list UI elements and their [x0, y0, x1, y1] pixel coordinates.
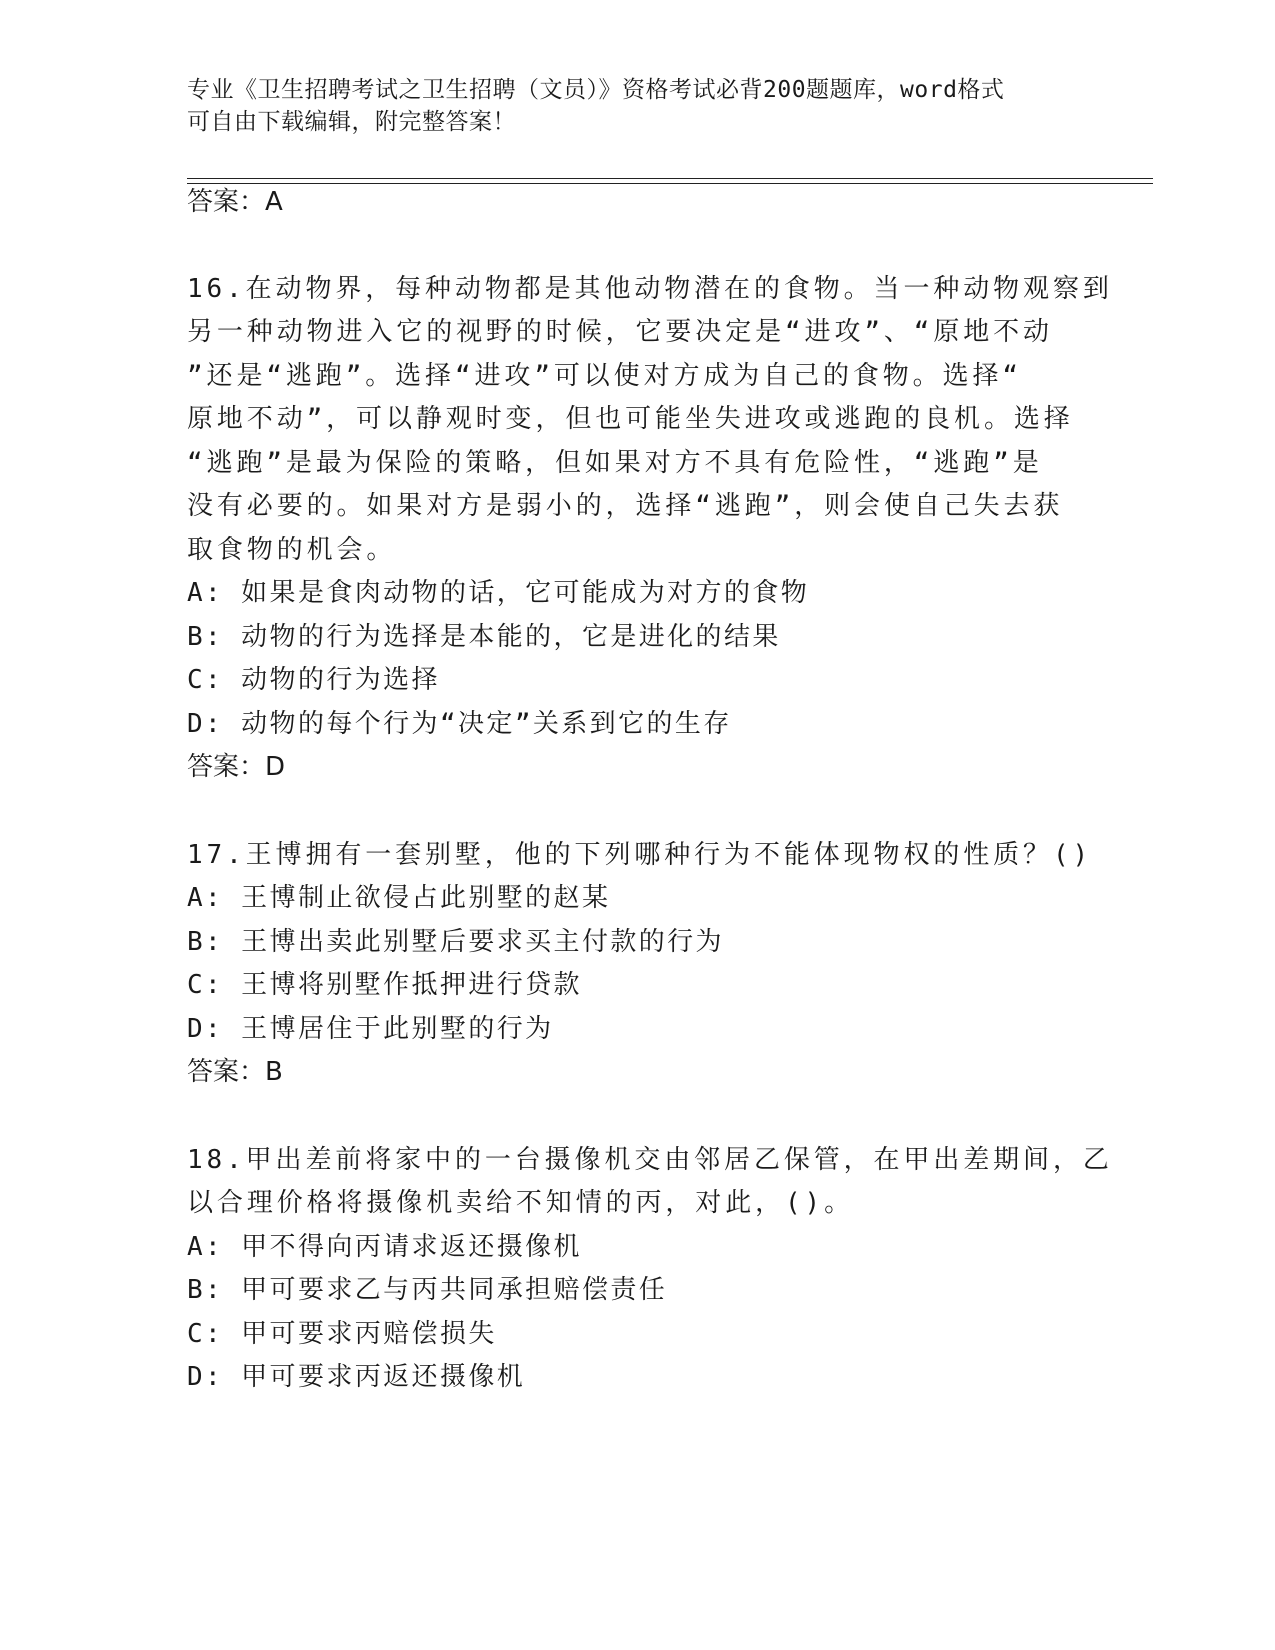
previous-answer: 答案：A [187, 187, 283, 217]
question-18-option-d: D: 甲可要求丙返还摄像机 [187, 1362, 526, 1392]
question-16-answer: 答案：D [187, 752, 286, 782]
question-16-text-line: ”还是“逃跑”。选择“进攻”可以使对方成为自己的食物。选择“ [187, 361, 1022, 391]
question-16-text-line: 另一种动物进入它的视野的时候，它要决定是“进攻”、“原地不动 [187, 317, 1053, 347]
question-16-text-line: 16.在动物界，每种动物都是其他动物潜在的食物。当一种动物观察到 [187, 274, 1113, 304]
question-18-option-b: B: 甲可要求乙与丙共同承担赔偿责任 [187, 1275, 668, 1305]
question-18-text-line: 18.甲出差前将家中的一台摄像机交由邻居乙保管，在甲出差期间，乙 [187, 1145, 1113, 1175]
header-rule-thick [187, 178, 1153, 179]
question-17-option-c: C: 王博将别墅作抵押进行贷款 [187, 970, 582, 1000]
question-18-option-c: C: 甲可要求丙赔偿损失 [187, 1319, 497, 1349]
question-16-option-d: D: 动物的每个行为“决定”关系到它的生存 [187, 709, 732, 739]
question-16-option-b: B: 动物的行为选择是本能的，它是进化的结果 [187, 622, 781, 652]
question-16-text-line: 没有必要的。如果对方是弱小的，选择“逃跑”，则会使自己失去获 [187, 491, 1064, 521]
header-line-1: 专业《卫生招聘考试之卫生招聘（文员）》资格考试必背200题题库，word格式 [187, 77, 1005, 103]
question-16-text-line: 取食物的机会。 [187, 535, 397, 565]
question-17-option-b: B: 王博出卖此别墅后要求买主付款的行为 [187, 927, 724, 957]
question-16-option-c: C: 动物的行为选择 [187, 665, 440, 695]
question-17-text-line: 17.王博拥有一套别墅，他的下列哪种行为不能体现物权的性质？() [187, 840, 1093, 870]
question-17-option-a: A: 王博制止欲侵占此别墅的赵某 [187, 883, 611, 913]
question-16-text-line: 原地不动”，可以静观时变，但也可能坐失进攻或逃跑的良机。选择 [187, 404, 1074, 434]
header-line-2: 可自由下载编辑，附完整答案！ [187, 109, 516, 135]
question-16-option-a: A: 如果是食肉动物的话，它可能成为对方的食物 [187, 578, 810, 608]
document-header [187, 74, 1087, 138]
question-18-option-a: A: 甲不得向丙请求返还摄像机 [187, 1232, 582, 1262]
question-16-text-line: “逃跑”是最为保险的策略，但如果对方不具有危险性，“逃跑”是 [187, 448, 1043, 478]
header-rule-thin [187, 183, 1153, 184]
question-18-text-line: 以合理价格将摄像机卖给不知情的丙，对此，()。 [187, 1188, 855, 1218]
question-17-answer: 答案：B [187, 1057, 283, 1087]
question-17-option-d: D: 王博居住于此别墅的行为 [187, 1014, 554, 1044]
